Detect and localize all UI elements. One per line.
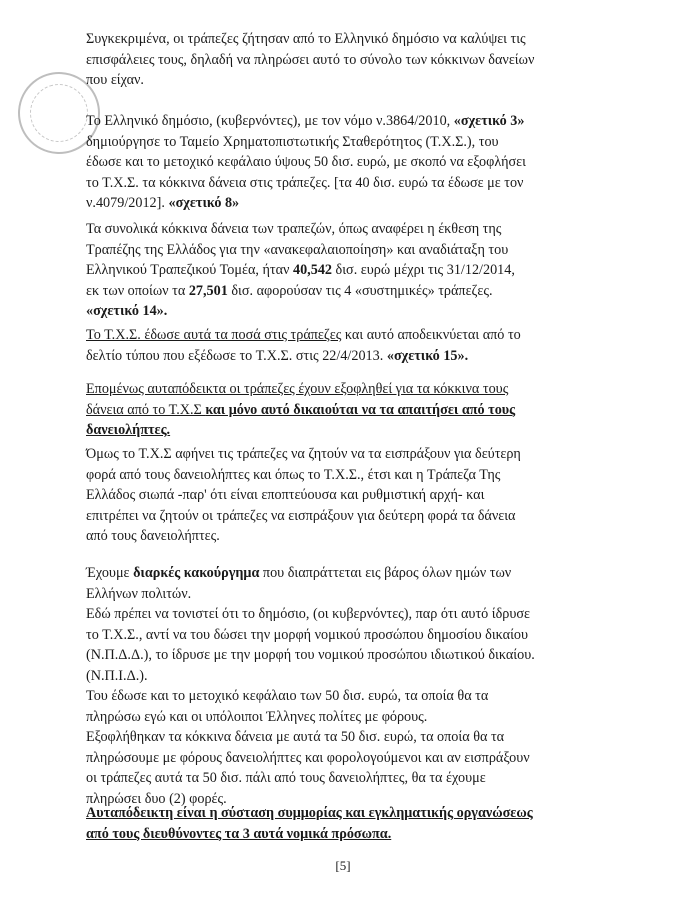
paragraph-therefore	[86, 379, 574, 441]
text-line: από τους δανειολήπτες.	[86, 528, 220, 544]
text-line: ν.4079/2012]. «σχετικό 8»	[86, 195, 240, 211]
text-line: Του έδωσε και το μετοχικό κεφάλαιο των 50 δισ. ευρώ, τα οποία θα τα	[86, 688, 489, 704]
text-line	[86, 301, 574, 322]
emphasis-text: από τους διευθύνοντες τα 3 αυτά νομικά πρόσωπα.	[86, 825, 392, 842]
amount-value: 40,542	[292, 262, 332, 278]
emphasis-text: δανειολήπτες.	[86, 422, 171, 438]
text-line: Ελλήνων πολιτών.	[86, 585, 192, 602]
text-line	[86, 824, 574, 845]
text-line: (Ν.Π.Δ.Δ.), το ίδρυσε με την μορφή του νομικού προσώπου ιδιωτικού δικαίου.	[86, 647, 535, 663]
text-line	[86, 400, 574, 421]
text-line: εκ των οποίων τα 27,501 δισ. αφορούσαν τις 4 «συστημικές» τράπεζες.	[86, 282, 493, 299]
text-line: που είχαν.	[86, 72, 144, 88]
text-line	[86, 379, 574, 400]
emphasis-text: διαρκές κακούργημα	[133, 565, 260, 581]
paragraph-crime	[86, 563, 574, 809]
text-line: Έχουμε διαρκές κακούργημα που διαπράττεται εις βάρος όλων ημών των	[86, 565, 512, 581]
paragraph-red-loans-total	[86, 219, 574, 322]
underlined-text: Επομένως αυταπόδεικτα οι τράπεζες έχουν εξοφληθεί για τα κόκκινα τους	[86, 381, 509, 397]
text-line: έδωσε και το μετοχικό κεφάλαιο ύψους 50 δισ. ευρώ, με σκοπό να εξοφλήσει	[86, 154, 526, 170]
text-line: Το Τ.Χ.Σ. έδωσε αυτά τα ποσά στις τράπεζες και αυτό αποδεικνύεται από το	[86, 327, 521, 343]
emphasis-text: Αυταπόδεικτη είναι η σύσταση συμμορίας και εγκληματικής οργανώσεως	[86, 805, 533, 821]
underlined-text: δάνεια από το Τ.Χ.Σ	[86, 401, 206, 418]
text-line: δελτίο τύπου που εξέδωσε το Τ.Χ.Σ. στις 22/4/2013. «σχετικό 15».	[86, 347, 469, 364]
text-line: οι τράπεζες αυτά τα 50 δισ. πάλι από τους δανειολήπτες, θα τα έχουμε	[86, 770, 486, 786]
reference-label: «σχετικό 15».	[386, 347, 469, 364]
text-line: φορά από τους δανειολήπτες και όπως το Τ.Χ.Σ., έτσι και η Τράπεζα Της	[86, 466, 501, 483]
text-line: πληρώσουμε με φόρους δανειολήπτες και φορολογούμενοι και αν εισπράξουν	[86, 749, 530, 766]
text-line: επιτρέπει να ζητούν οι τράπεζες να εισπράξουν για δεύτερη φορά τα δάνεια	[86, 507, 516, 524]
text-line: Τα συνολικά κόκκινα δάνεια των τραπεζών, όπως αναφέρει η έκθεση της	[86, 221, 502, 237]
text-line: Εξοφλήθηκαν τα κόκκινα δάνεια με αυτά τα 50 δισ. ευρώ, τα οποία θα τα	[86, 729, 505, 745]
text-line	[86, 803, 574, 824]
text-line: Εδώ πρέπει να τονιστεί ότι το δημόσιο, (οι κυβερνόντες), παρ ότι αυτό ίδρυσε	[86, 606, 530, 622]
text-line: πληρώσω εγώ και οι υπόλοιποι Έλληνες πολίτες με φόρους.	[86, 708, 428, 725]
text-line: το Τ.Χ.Σ. τα κόκκινα δάνεια στις τράπεζες. [τα 40 δισ. ευρώ τα έδωσε με τον	[86, 174, 524, 191]
text-line: το Τ.Χ.Σ., αντί να του δώσει την μορφή νομικού προσώπου δημοσίου δικαίου	[86, 626, 529, 643]
reference-label: «σχετικό 14».	[86, 303, 168, 319]
text-line: επισφάλειες τους, δηλαδή να πληρώσει αυτό το σύνολο των κόκκινων δανείων	[86, 51, 535, 68]
paragraph-conclusion	[86, 803, 574, 844]
text-line: Ελληνικού Τραπεζικού Τομέα, ήταν 40,542 δισ. ευρώ μέχρι τις 31/12/2014,	[86, 262, 515, 278]
reference-label: «σχετικό 3»	[453, 113, 525, 129]
page-number: [5]	[335, 858, 351, 873]
text-line: Το Ελληνικό δημόσιο, (κυβερνόντες), με τον νόμο ν.3864/2010, «σχετικό 3»	[86, 113, 525, 129]
reference-label: «σχετικό 8»	[168, 195, 240, 211]
text-line: πληρώσει δυο (2) φορές.	[86, 790, 227, 807]
paragraph-txs-law	[86, 111, 574, 214]
text-line	[86, 420, 574, 441]
paragraph-intro	[86, 29, 574, 91]
text-line: Όμως το Τ.Χ.Σ αφήνει τις τράπεζες να ζητούν να τα εισπράξουν για δεύτερη	[86, 446, 521, 462]
paragraph-txs-gave	[86, 325, 574, 366]
underlined-text: Το Τ.Χ.Σ. έδωσε αυτά τα ποσά στις τράπεζες	[86, 327, 342, 343]
text-line: δημιούργησε το Ταμείο Χρηματοπιστωτικής Σταθερότητος (Τ.Χ.Σ.), του	[86, 133, 499, 150]
text-line: Τραπέζης της Ελλάδος για την «ανακεφαλαιοποίηση» και αναδιάταξη του	[86, 241, 509, 258]
text-line: Συγκεκριμένα, οι τράπεζες ζήτησαν από το Ελληνικό δημόσιο να καλύψει τις	[86, 31, 526, 47]
text-line: Ελλάδος σιωπά -παρ' ότι είναι εποπτεύουσα και ρυθμιστική αρχή- και	[86, 487, 485, 503]
emphasis-text: και μόνο αυτό δικαιούται να τα απαιτήσει από τους	[205, 401, 516, 418]
paragraph-however	[86, 444, 574, 547]
amount-value: 27,501	[188, 282, 228, 299]
text-line: (Ν.Π.Ι.Δ.).	[86, 667, 148, 684]
